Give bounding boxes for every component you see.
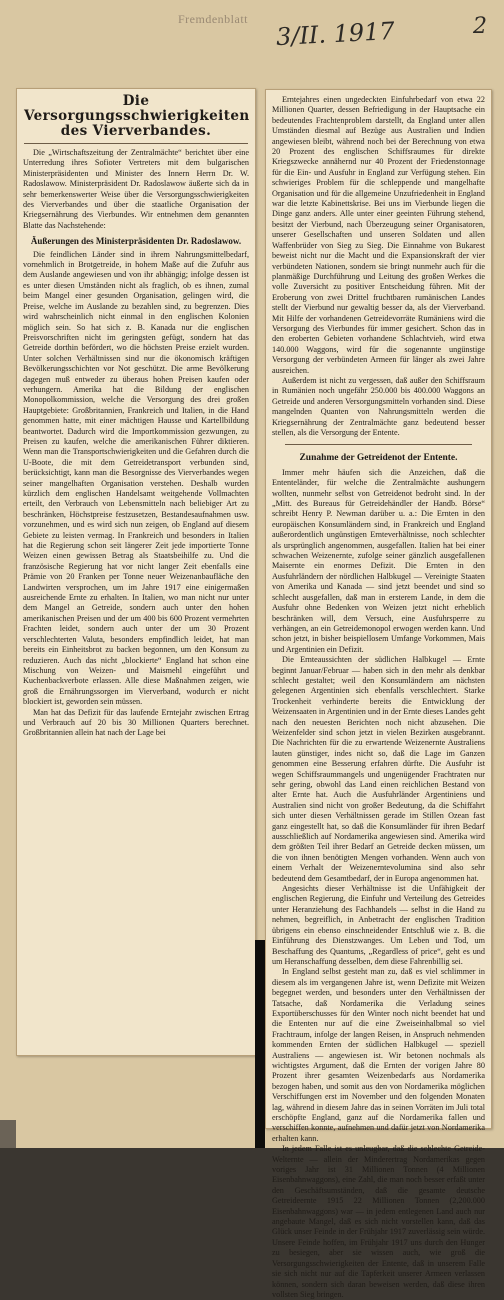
article-intro: Die „Wirtschaftszeitung der Zentralmächte“ berichtet über eine Unterredung ihres Sofioter Vertreters mit dem bulgarischen Ministerpräsidenten und Minister des Innern Herrn Dr. W. Radoslawow. Ministerpräsident Dr. Radoslawow äußerte sich da in sehr bemerkenswerter Weise über die Versorgungsschwierigkeiten des Vierverbandes und über die staatliche Organisation der Kriegsernährung des Vierbundes. Wir entnehmen dem genannten Blatte das Nachstehende:: [23, 148, 249, 230]
handwritten-page-number: 2: [473, 14, 487, 39]
newspaper-stamp: Fremdenblatt: [178, 12, 248, 26]
scan-corner: [0, 1120, 16, 1148]
section-paragraph: Angesichts dieser Verhältnisse ist die Unfähigkeit der englischen Regierung, die Einfuhr und Verteilung des Getreides unter Heranziehung des Fachhandels — selbst in die Hand zu nehmen, begreiflich, in Anbetracht der englischen Tradition übrigens ein ebenso einschneidender Entschluß wie z. B. die Einführung des Dienstzwanges. Um Leben und Tod, um Beschaffung des Quantums, „Regardless of price“, geht es und um Heranschaffung desselben, dem diese Fahrenbillig sei.: [272, 884, 485, 966]
section-paragraph: In jedem Falle ist es unleugbar, daß die schlechte Getreide-Welternte — allein der Minderertrag Nordamerikas gegen voriges Jahr ist 31 Millionen Tonnen (4 Millionen Eisenbahnwaggons), eine Zahl, die man noch besser erfaßt unter den Geschäftsumständen, daß die gesamte deutsche Getreideernte 1915 22 Millionen Tonnen (2,200.000 Eisenbahnwaggons) war — in jedem entlegenen Land auch nur angebaute Mangel, daß es sich nicht vorstellen kann, daß das Glück unser Feinde in der Frühjahr 1917 zuverlässig sein würde. Unsere Feinde hoffen, im Frühjahr 1917 uns durch den Hunger zu besiegen, aber sie wissen auch, wie groß die Versorgungsschwierigkeiten der Entente, daß in unserem Falle sie sich nicht nur auf die Tapferkeit unserer Armeen verlassen können, sondern sich daran beweisen werden, daß diese ihren vollsten Sieg bringen.: [272, 1144, 485, 1299]
section-paragraph: Immer mehr häufen sich die Anzeichen, daß die Ententeländer, für welche die Zentralmächte aushungern wollten, nunmehr selbst von Getreidenot bedroht sind. In der „Mitt. des Bureaus für Getreidehändler der Handb. Börse“ schreibt Henry P. Newman darüber u. a.: Die Ernten in den europäischen Konsumländern sind, in Frankreich und England außerordentlich ungünstigen Ernteverhältnisse, noch schlechter als ursprünglich angenommen, ausgefallen. Italien hat bei einer schwachen Weizenernte, zufolge seiner gänzlich ausgefallenen Maisernte ein enormes Defizit. Die Ernten in den Ausfuhrländern der nördlichen Halbkugel — Vereinigte Staaten von Amerika und Kanada — sind jetzt beendet und sind so schlecht ausgefallen, daß man in ersterem Lande, in dem die Ausfuhr ohne Bedenken von Weizen jetzt nicht erheblich beschränken will, dem Versuch, eine Ausfuhrsperre zu verhängen, an ein Getreidemonopol erwogen werden kann. Und schon jetzt, in bisher beispiellosem Umfange Vorkommen, Mais und Argentinien ein Defizit.: [272, 467, 485, 654]
scan-shadow-stripe: [255, 940, 265, 1148]
article-continuation-2: Außerdem ist nicht zu vergessen, daß außer den Schiffsraum in Rumänien noch ungefähr 250.000 bis 400.000 Waggons an Getreide und anderen Versorgungsmitteln vorhanden sind. Diese mangelnden Quanten von Nahrungsmitteln werden die Kriegsernährung der Zentralmächte ganz bedeutend besser stellen, als die Versorgung der Entente.: [272, 375, 485, 437]
section-paragraph: In England selbst gesteht man zu, daß es viel schlimmer in diesem als im vergangenen Jahre ist, wenn Defizite mit Weizen begegnet werden, und besonders unter den Verhältnissen der Tatsache, daß Nordamerika die Verladung seines Exportüberschusses für den Winter noch nicht beendet hat und die Ententen nur auf die eine Zweiseinhalbmal so viel Frachtraum, infolge der langen Reisen, in Anspruch nehmenden kommenden Ernten der südlichen Halbkugel — speziell Australiens — angewiesen ist. Wir betonen nochmals als wichtigstes Argument, daß die Ernten der vorigen Jahre 80 Prozent ihrer gesamten Weizenbedarfs aus Nordamerika bezogen haben, und somit aus den von Nordamerika möglichen Verschiffungen erst im November und den folgenden Monaten lag, während in diesem Jahre das in seinen Vorräten im Juli total erschöpfte England, ganz auf die Nordamerika fallen und verschiffen konnte, aufnehmen und dafür jetzt von Nordamerika erhalten kann.: [272, 967, 485, 1143]
article-subheading: Äußerungen des Ministerpräsidenten Dr. Radoslawow.: [30, 236, 242, 247]
handwritten-date: 3/II. 1917: [275, 16, 396, 52]
article-continuation: Erntejahres einen ungedeckten Einfuhrbedarf von etwa 22 Millionen Quarter, dessen Befriedigung in der Hauptsache ein bedeutendes Frachtenproblem darstellt, da England unter allen Umständen diesmal auf Bezüge aus Australien und Indien angewiesen bleibt, während noch bei der Berechnung von etwa 20 Prozent des englischen Schiffsraumes für direkte Kriegszwecke annähernd nur 40 Prozent der Friedenstonnage für die Ein- und Ausfuhr in England zur Verfügung stehen. Ein schwieriges Problem für die schleppende und mangelhafte Organisation und für die allgemeine Unzufriedenheit in England war die letzte Kabinettskrise. Bei uns im Vierbunde liegen die Dinge ganz anders. Alle unter einer geeinten Führung stehend, besitzt der Vierbund, nach Überzeugung seiner Organisatoren, unserer Gesellschaften und unseren Soldaten und allen Waffenbrüder von Sieg zu Sieg. Die Einnahme von Bukarest beweist nicht nur die Macht und die Expansionskraft der vier verbündeten Nationen, sondern sie bringt nunmehr auch für die planmäßige Durchführung und Leitung des großen Werkes die volle Zuversicht zu positiver Entscheidung führen. Mit der Eroberung von zwei Drittel fruchtbaren rumänischen Landes stellt der Vierbund nur gewaltig besser da, als der Vierverband. Mit Hilfe der vorhandenen Getreidevorräte Rumäniens wird die Versorgung des Vierbundes für immer gesichert. Schon das in den eroberten Gebieten vorhandene Schlachtvieh, wird etwa 140.000 Waggons, wird für die sogenannte ungünstige Versorgung der verbündeten Armeen für länger als zwei Jahre ausreichen.: [272, 95, 485, 375]
section-heading: Zunahme der Getreidenot der Entente.: [299, 453, 458, 464]
article-body-end: Man hat das Defizit für das laufende Erntejahr zwischen Ertrag und Verbrauch auf 20 bis 30 Millionen Quarters berechnet. Großbritannien allein hat nach der Lage bei: [23, 707, 249, 738]
section-paragraph: Die Ernteaussichten der südlichen Halbkugel — Ernte beginnt Januar/Februar — haben sich in den mehr als denkbar schlecht gestaltet; weil den Konsumländern am nächsten gelegenen Argentinien sich ebenfalls verschlechtert. Starke Trockenheit verhinderte bereits die Entwicklung der Weizensaaten in Argentinien und in der Ernte dieses Landes geht nach den neuesten Berichten noch nicht abzusehen. Die Weizenfelder sind schon jetzt in vielen Bezirken ausgebrannt. Die Nachrichten für die zu erwartende Weizenernte Australiens lauten günstiger, indes nicht so, daß die Lage im Ganzen genommen eine Besserung erfahren dürfte. Die Ausfuhr ist wegen Schiffsraummangels und ungenügender Frachtraten nur sehr gering, obwohl das Land einen reichlichen Bestand von alter Ernte hat. Auch die Ausfuhrländer Argentiniens und Australien sind nicht von großer Bedeutung, da die Schiffahrt sich unter diesen Verhältnissen gerade im Stillen Ozean fast ganz eingestellt hat, so daß die Konsumländer für ihren Bedarf ausschließlich auf Nordamerika angewiesen sind. Amerika wird dem größten Teil ihrer Bedarf an Getreide decken müssen, um die von ihnen benötigten Mengen vorhanden. Wenn auch von einem Verhalt der Weizenerntevolumina sind also sehr bedeutend dem Gesamtbedarf, der in Europa angenommen hat.: [272, 655, 485, 883]
clipping-right-column: [265, 89, 492, 1299]
article-body: Die feindlichen Länder sind in ihrem Nahrungsmittelbedarf, vornehmlich in Brotgetreide, in hohem Maße auf die Zufuhr aus dem Auslande angewiesen und von ihr abhängig; infolge dessen ist es unter diesen Umständen nicht als fraglich, ob es ihnen, zumal beim Mangel einer gesunden Organisation, gelingen wird, die Preise, welche im Auslande zu bezahlen sind, zu begrenzen. Dies wird wahrscheinlich nicht einmal in den englischen Kolonien möglich sein. So hat sich z. B. Kanada nur die englischen Preisvorschriften nicht im geringsten gefügt, sondern hat das Getreide dorthin befördert, wo die höchsten Preise erzielt wurden. Unter solchen Verhältnissen sind nur die ökonomisch kräftigen Bevölkerungsschichten vor Not geschützt. Die arme Bevölkerung dagegen muß entweder zu überaus hohen Preisen kaufen oder verhungern. Amerika hat die Bildung der englischen Monopolkommission, welche die Versorgung des drei großen Hauptgebiete: Großbritannien, Frankreich und Italien, in die Hand genommen hatte, mit einer mächtigen Hausse und Kartellbildung beantwortet. Dadurch wird die Importkommission gezwungen, zu Preisen zu kaufen, welche die amerikanischen Führer diktieren. Wenn man die Transportschwierigkeiten und die Gefahren durch die U-Boote, die mit dem Getreidetransport verbunden sind, berücksichtigt, kann man die Besorgnisse des Vierverbandes wegen seiner mangelhaften Organisation verstehen. Deshalb wurden kürzlich dem englischen Handelsamt weitgehende Vollmachten erteilt, den Verbrauch von Lebensmitteln nach beliebiger Art zu beschränken, Höchstpreise festzusetzen, Bestandesaufnahmen usw. vorzunehmen, und es wird sich nun zeigen, ob England auf diesem Gebiete zu leisten vermag. In Frankreich und besonders in Italien hat die Regierung schon seit längerer Zeit jede importierte Tonne Weizen einen gewissen Betrag als Staatsbeihilfe zu. Und die französische Regierung hat vor nicht langer Zeit ebenfalls eine Prämie von 20 Franken per Tonne neuer Weizenanbaufläche den Landwirten versprochen, um im Jahre 1917 eine einigermaßen ausreichende Ernte zu erhalten. In Italien, wo man nicht nur unter dem Mangel an Getreide, sondern auch unter den hohen amerikanischen Preisen und der um 400 bis 600 Prozent vermehrten Frachten leidet, sondern auch unter der um 30 Prozent verschlechterten Valuta, besonders empfindlich leidet, hat man bereits ein Einheitsbrot zu backen begonnen, um den Konsum zu reduzieren. Auch das nicht „blockierte“ England hat schon eine Mischung von Weizen- und Maismehl eingeführt und Kuchenbackverbote erlassen. Alle diese Maßnahmen zeigen, wie groß die Ernährungssorgen im Vierverband, wodurch er nicht blockiert ist, geworden sein müssen.: [23, 249, 249, 707]
article-title: Die Versorgungsschwierigkeiten des Vierverbandes.: [24, 94, 248, 144]
clipping-left-column: [16, 88, 256, 1056]
section-divider: [285, 444, 472, 445]
